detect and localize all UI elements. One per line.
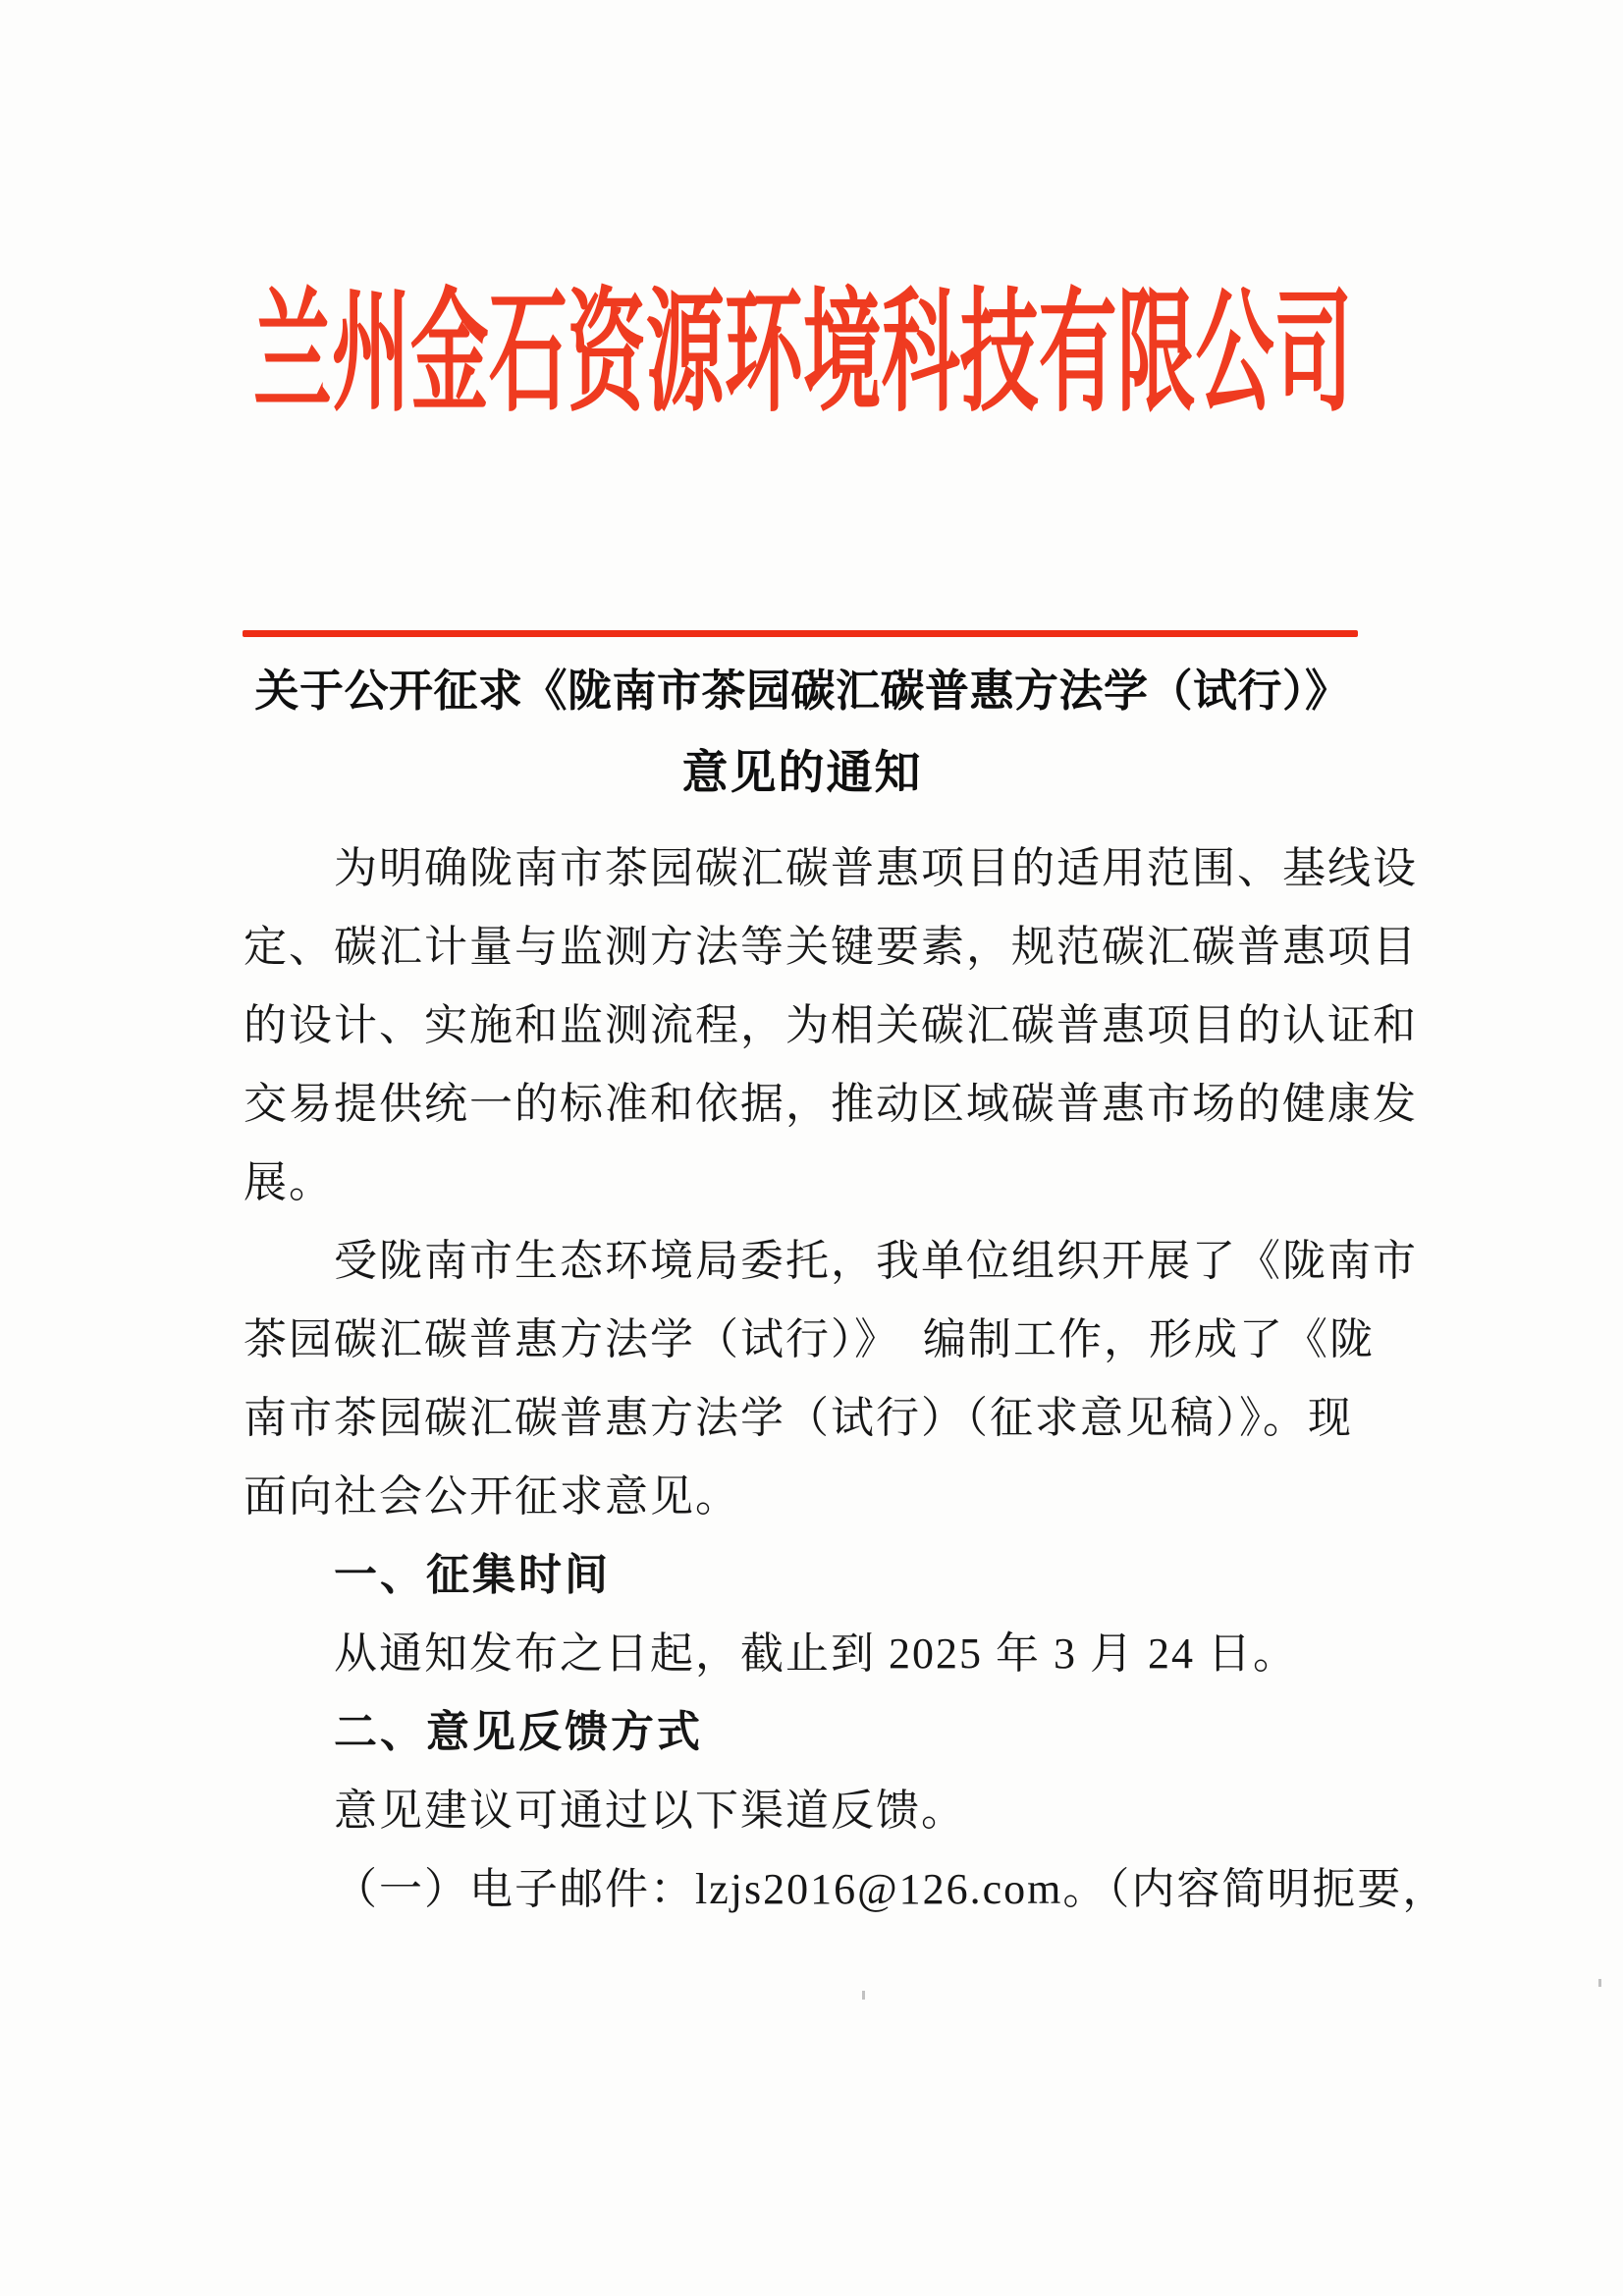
notice-body	[243, 829, 1448, 1929]
body-line: 南市茶园碳汇碳普惠方法学（试行）（征求意见稿）》。现	[243, 1394, 1353, 1442]
scan-speck	[862, 1991, 865, 2000]
body-line: 面向社会公开征求意见。	[243, 1472, 740, 1521]
body-line: 为明确陇南市茶园碳汇碳普惠项目的适用范围、基线设	[334, 844, 1418, 892]
notice-title-line-1: 关于公开征求《陇南市茶园碳汇碳普惠方法学（试行）》	[254, 667, 1350, 716]
scan-speck	[1598, 1979, 1601, 1987]
body-line: 交易提供统一的标准和依据，推动区域碳普惠市场的健康发	[243, 1080, 1418, 1128]
body-line: 定、碳汇计量与监测方法等关键要素，规范碳汇碳普惠项目	[243, 923, 1418, 971]
body-line: 展。	[243, 1158, 334, 1206]
letterhead-divider-line	[243, 630, 1358, 637]
body-line: 的设计、实施和监测流程，为相关碳汇碳普惠项目的认证和	[243, 1001, 1418, 1049]
body-line: 茶园碳汇碳普惠方法学（试行）》 编制工作，形成了《陇	[243, 1315, 1375, 1363]
body-line: 从通知发布之日起，截止到 2025 年 3 月 24 日。	[334, 1629, 1298, 1678]
body-line: 意见建议可通过以下渠道反馈。	[334, 1787, 966, 1835]
section-heading: 二、意见反馈方式	[334, 1708, 703, 1756]
notice-title-line-2: 意见的通知	[681, 748, 923, 799]
body-line: （一）电子邮件：lzjs2016@126.com。（内容简明扼要，	[334, 1865, 1448, 1913]
letterhead-company-name: 兰州金石资源环境科技有限公司	[253, 281, 1353, 428]
notice-title	[243, 664, 1362, 801]
section-heading: 一、征集时间	[334, 1551, 611, 1599]
body-line: 受陇南市生态环境局委托，我单位组织开展了《陇南市	[334, 1237, 1418, 1285]
